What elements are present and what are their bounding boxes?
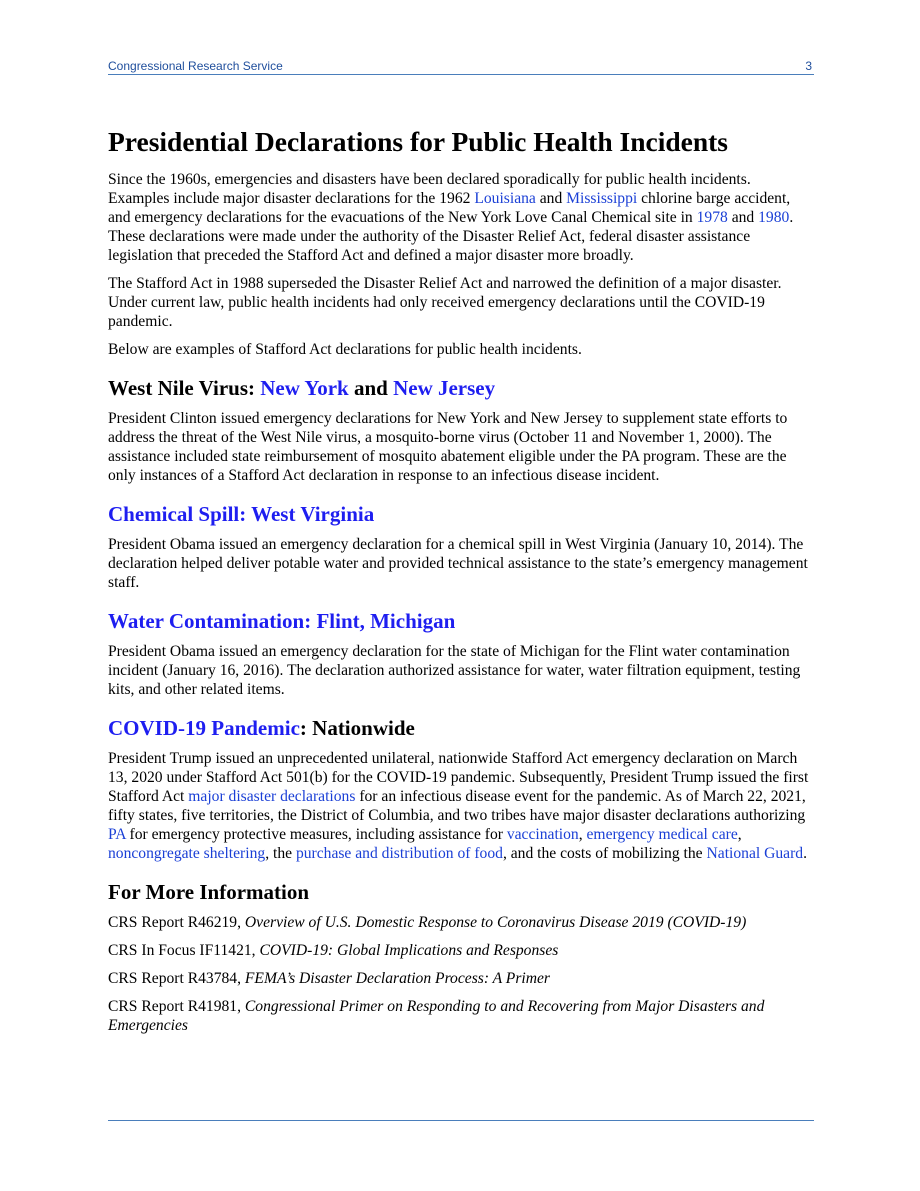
reference-title: Overview of U.S. Domestic Response to Coronavirus Disease 2019 (COVID-19) bbox=[244, 914, 747, 931]
link-purchase-distribution-food[interactable]: purchase and distribution of food bbox=[295, 845, 503, 862]
reference-id: CRS In Focus IF11421, bbox=[108, 942, 260, 959]
link-vaccination[interactable]: vaccination bbox=[506, 826, 579, 843]
section-heading-west-nile bbox=[108, 375, 814, 401]
link-covid-pandemic[interactable]: COVID-19 Pandemic bbox=[108, 716, 300, 740]
link-1980[interactable]: 1980 bbox=[758, 209, 790, 226]
link-new-york[interactable]: New York bbox=[260, 376, 349, 400]
covid-text: , bbox=[737, 826, 742, 843]
page-title: Presidential Declarations for Public Health Incidents bbox=[108, 126, 728, 157]
reference-id: CRS Report R43784, bbox=[108, 970, 245, 987]
section-heading-flint[interactable] bbox=[108, 608, 814, 634]
section-heading-chemical-spill[interactable] bbox=[108, 501, 814, 527]
link-noncongregate-sheltering[interactable]: noncongregate sheltering bbox=[108, 845, 266, 862]
intro-text: and bbox=[535, 190, 567, 207]
link-louisiana[interactable]: Louisiana bbox=[474, 190, 536, 207]
reference-item bbox=[108, 969, 814, 988]
link-emergency-medical-care[interactable]: emergency medical care bbox=[586, 826, 738, 843]
reference-item bbox=[108, 997, 814, 1035]
covid-body bbox=[108, 749, 814, 863]
flint-body: President Obama issued an emergency declaration for the state of Michigan for the Flint water contamination incident (January 16, 2016). The declaration authorized assistance for water, water filtration equipment, testing kits, and other related items. bbox=[108, 643, 801, 698]
heading-text: West Nile Virus: bbox=[108, 376, 261, 400]
chemical-spill-body: President Obama issued an emergency declaration for a chemical spill in West Virginia (January 10, 2014). The declaration helped deliver potable water and provided technical assistance to the state’s emergency management staff. bbox=[108, 536, 808, 591]
intro-paragraph-3: Below are examples of Stafford Act declarations for public health incidents. bbox=[108, 341, 582, 358]
reference-item bbox=[108, 913, 814, 932]
link-1978[interactable]: 1978 bbox=[696, 209, 728, 226]
link-pa[interactable]: PA bbox=[108, 826, 126, 843]
page-number: 3 bbox=[805, 59, 812, 73]
reference-title: COVID-19: Global Implications and Responses bbox=[259, 942, 559, 959]
header-org: Congressional Research Service bbox=[108, 59, 283, 73]
intro-text: and bbox=[727, 209, 759, 226]
intro-text: chlorine barge accident, and emergency declarations for the evacuations of the New York Love Canal Chemical site in bbox=[108, 190, 791, 226]
heading-text: : Nationwide bbox=[299, 716, 415, 740]
covid-text: , and the costs of mobilizing the bbox=[502, 845, 707, 862]
link-water-contamination[interactable]: Water Contamination: Flint, Michigan bbox=[108, 609, 456, 633]
page-header bbox=[108, 58, 814, 75]
intro-text: . These declarations were made under the authority of the Disaster Relief Act, federal disaster assistance legislation that preceded the Stafford Act and defined a major disaster more broadly. bbox=[108, 209, 794, 264]
reference-id: CRS Report R46219, bbox=[108, 914, 245, 931]
heading-text: and bbox=[348, 376, 394, 400]
section-heading-more-info: For More Information bbox=[108, 880, 310, 904]
footer-divider bbox=[108, 1120, 814, 1121]
covid-text: President Trump issued an unprecedented unilateral, nationwide Stafford Act emergency declaration on March 13, 2020 under Stafford Act 501(b) for the COVID-19 pandemic. Subsequently, President Trump issued the first Stafford Act bbox=[108, 750, 809, 805]
link-mississippi[interactable]: Mississippi bbox=[566, 190, 638, 207]
reference-id: CRS Report R41981, bbox=[108, 998, 245, 1015]
covid-text: for an infectious disease event for the pandemic. As of March 22, 2021, fifty states, five territories, the District of Columbia, and two tribes have major disaster declarations authorizing bbox=[108, 788, 806, 824]
link-national-guard[interactable]: National Guard bbox=[706, 845, 804, 862]
reference-title: FEMA’s Disaster Declaration Process: A Primer bbox=[244, 970, 550, 987]
link-new-jersey[interactable]: New Jersey bbox=[393, 376, 496, 400]
reference-item bbox=[108, 941, 814, 960]
covid-text: for emergency protective measures, including assistance for bbox=[125, 826, 507, 843]
intro-text: Since the 1960s, emergencies and disasters have been declared sporadically for public health incidents. Examples include major disaster declarations for the 1962 bbox=[108, 171, 751, 207]
intro-paragraph-2: The Stafford Act in 1988 superseded the Disaster Relief Act and narrowed the definition of a major disaster. Under current law, public health incidents had only received emergency declarations until the COVID-19 pandemic. bbox=[108, 275, 782, 330]
covid-text: , the bbox=[265, 845, 296, 862]
intro-paragraph-1 bbox=[108, 170, 814, 265]
link-chemical-spill[interactable]: Chemical Spill: West Virginia bbox=[108, 502, 375, 526]
covid-text: , bbox=[578, 826, 587, 843]
page-content bbox=[108, 124, 814, 1044]
covid-text: . bbox=[803, 845, 807, 862]
section-heading-covid bbox=[108, 715, 814, 741]
west-nile-body: President Clinton issued emergency declarations for New York and New Jersey to supplement state efforts to address the threat of the West Nile virus, a mosquito-borne virus (October 11 and November 1, 2000). The assistance included state reimbursement of mosquito abatement eligible under the PA program. These are the only instances of a Stafford Act declaration in response to an infectious disease incident. bbox=[108, 410, 788, 484]
link-major-disaster-declarations[interactable]: major disaster declarations bbox=[188, 788, 356, 805]
reference-title: Congressional Primer on Responding to and Recovering from Major Disasters and Emergencies bbox=[108, 998, 765, 1034]
